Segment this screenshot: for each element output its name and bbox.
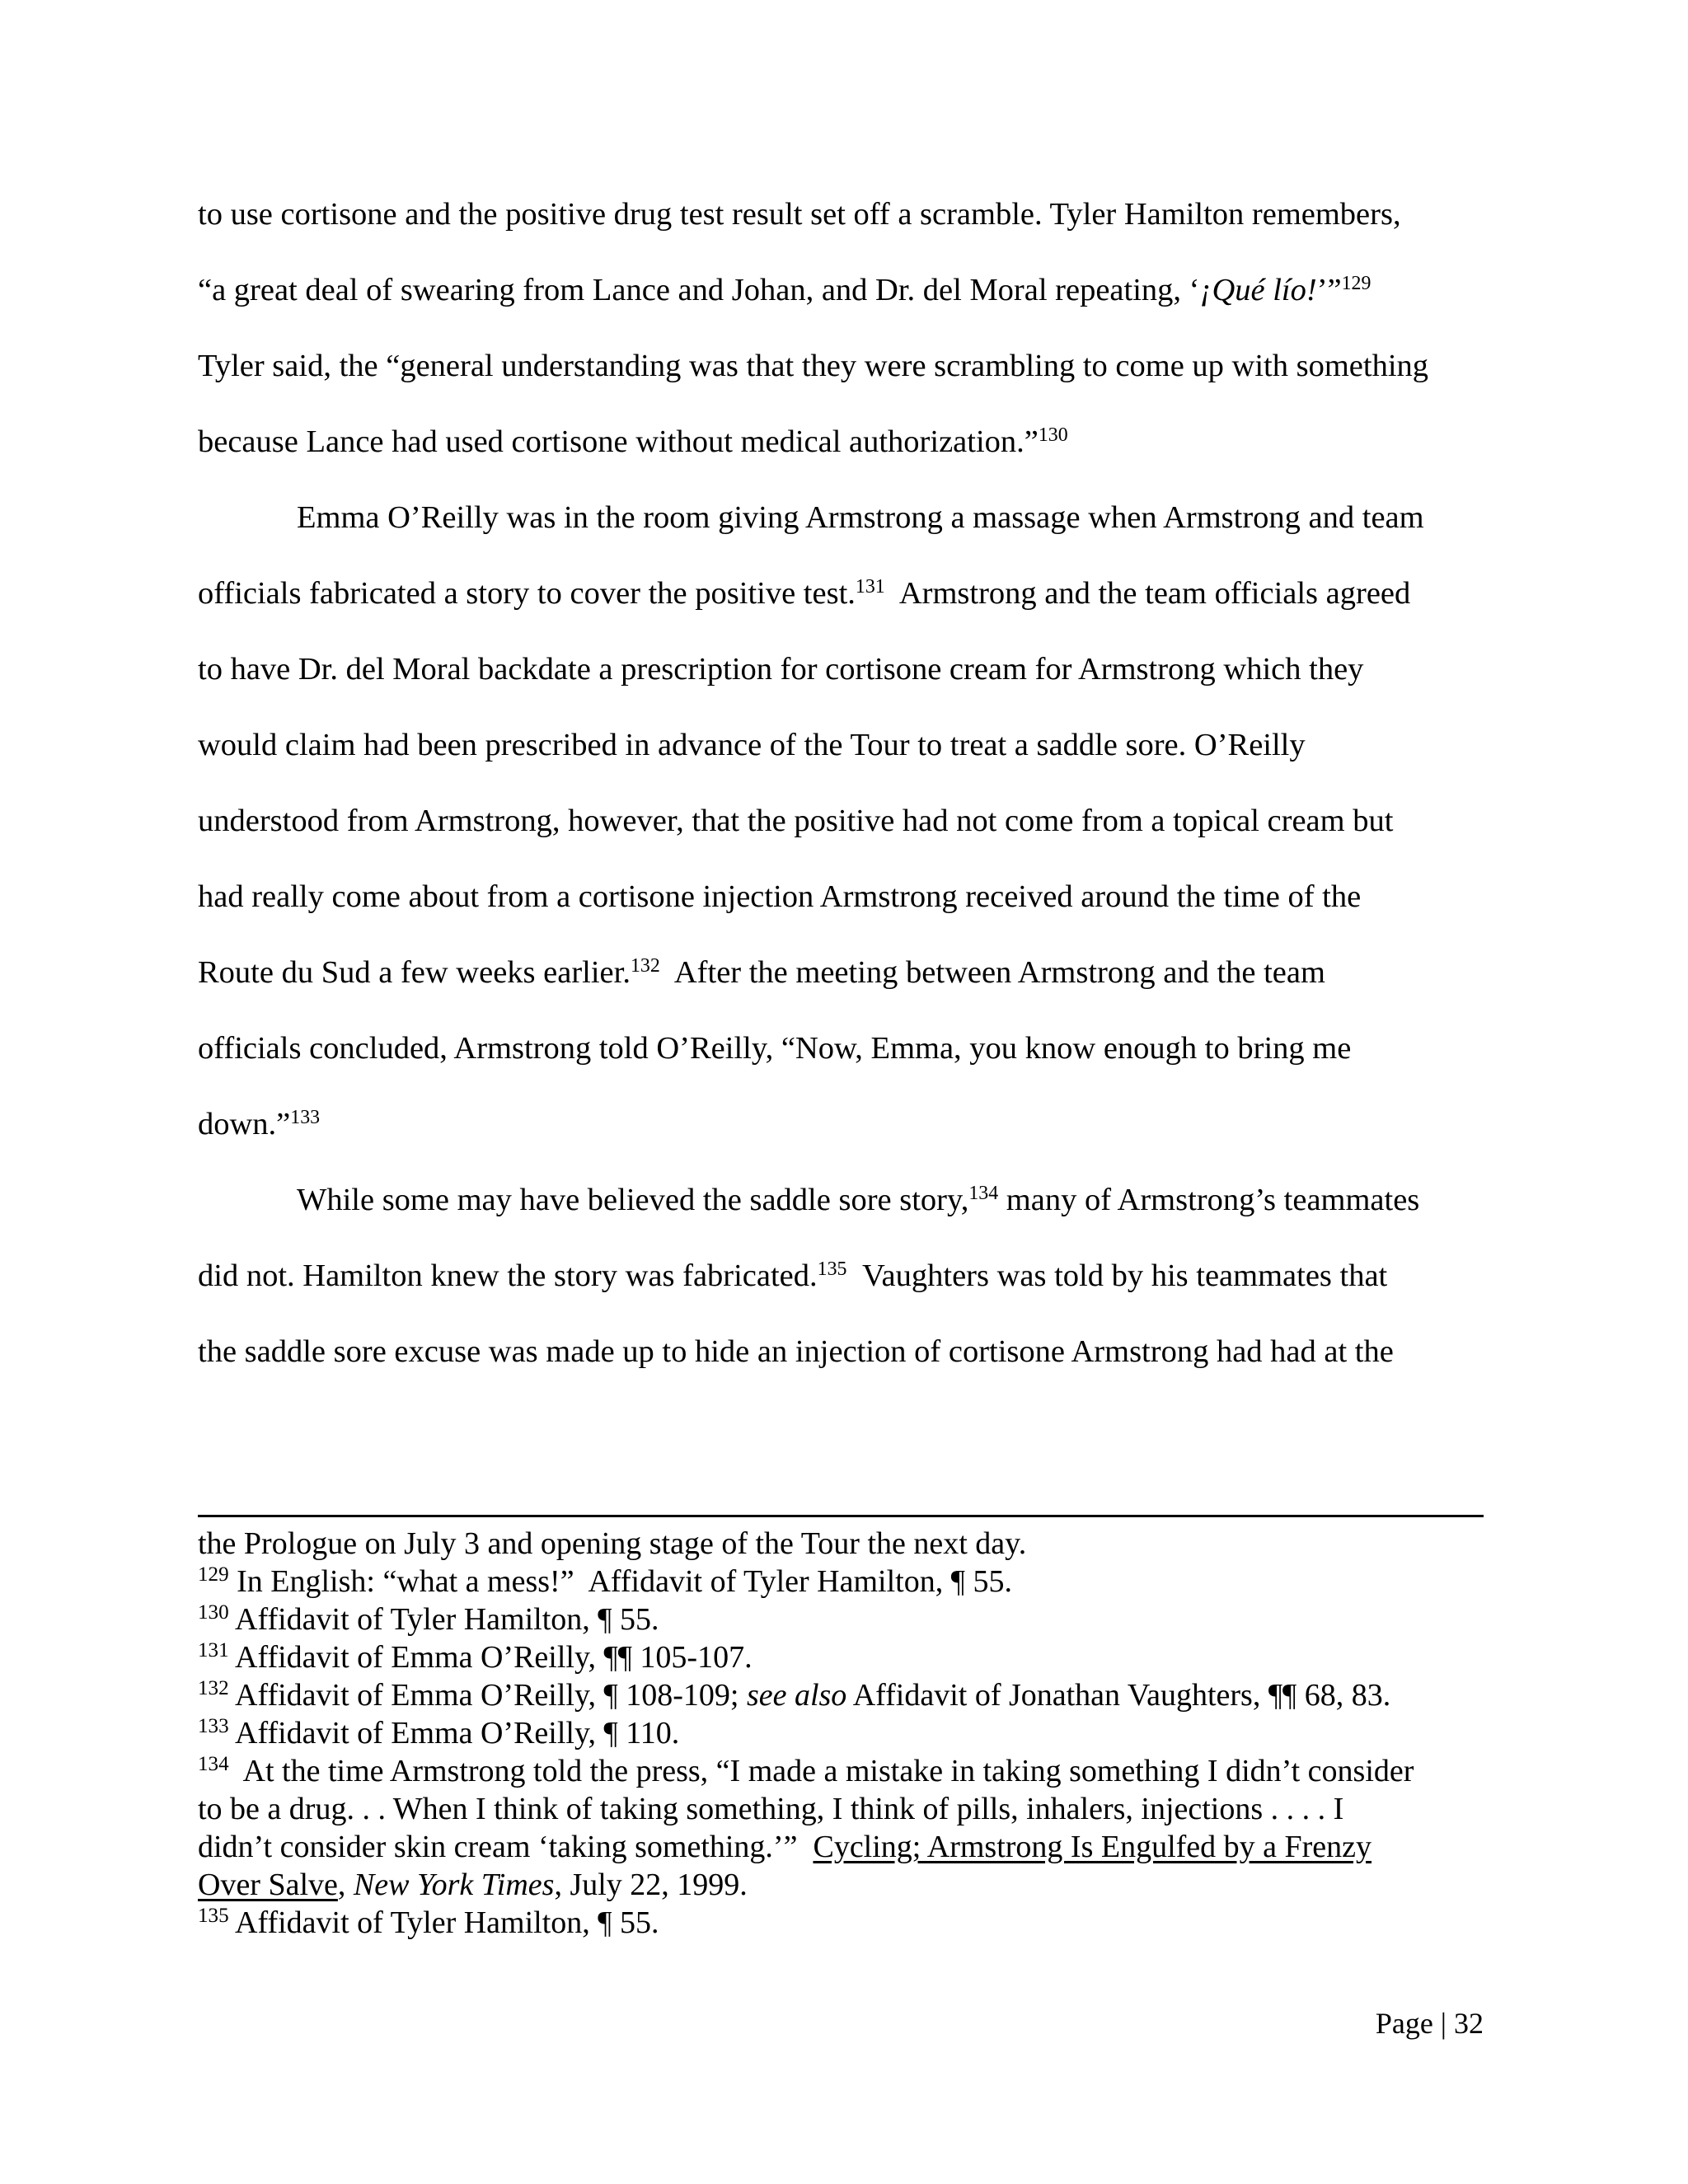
body-line	[198, 800, 1393, 841]
text-run: Affidavit of Tyler Hamilton, ¶ 55.	[228, 1602, 659, 1637]
text-run: to have Dr. del Moral backdate a prescription for cortisone cream for Armstrong which they	[198, 652, 1364, 687]
body-line	[198, 1028, 1351, 1069]
text-run: , July 22, 1999.	[554, 1868, 748, 1902]
footnote-ref-132: 132	[630, 954, 660, 977]
text-run: Affidavit of Emma O’Reilly, ¶ 108-109;	[228, 1678, 747, 1713]
footnote-131	[198, 1638, 753, 1676]
body-line	[198, 573, 1410, 614]
text-run: officials concluded, Armstrong told O’Reilly, “Now, Emma, you know enough to bring me	[198, 1031, 1352, 1066]
footnote-130	[198, 1601, 659, 1638]
text-run: Vaughters was told by his teammates that	[846, 1258, 1388, 1293]
text-run: officials fabricated a story to cover the positive test.	[198, 576, 856, 611]
text-run: Affidavit of Emma O’Reilly, ¶ 110.	[228, 1716, 680, 1750]
body-line	[198, 952, 1325, 993]
footnote-number: 130	[198, 1601, 229, 1624]
body-line	[198, 1255, 1387, 1296]
body-line	[198, 876, 1361, 917]
text-run: “a great deal of swearing from Lance and Johan, and Dr. del Moral repeating, ‘	[198, 273, 1200, 307]
text-run: Affidavit of Jonathan Vaughters, ¶¶ 68, 83.	[846, 1678, 1391, 1713]
publication-name: New York Times	[353, 1868, 555, 1902]
text-run: didn’t consider skin cream ‘taking something.’”	[198, 1830, 814, 1864]
text-run: understood from Armstrong, however, that the positive had not come from a topical cream but	[198, 804, 1394, 838]
footnote-134-cont	[198, 1866, 748, 1904]
text-run: Armstrong and the team officials agreed	[884, 576, 1411, 611]
text-run: ’”	[1316, 273, 1342, 307]
footnote-ref-134: 134	[968, 1182, 999, 1204]
text-run: the saddle sore excuse was made up to hide an injection of cortisone Armstrong had had at the	[198, 1334, 1394, 1369]
text-run: to be a drug. . . When I think of taking something, I think of pills, inhalers, injections . . . . I	[198, 1792, 1344, 1826]
footnote-135	[198, 1904, 659, 1942]
body-line	[198, 1179, 1419, 1221]
footnote-number: 134	[198, 1753, 229, 1776]
footnote-ref-130: 130	[1038, 424, 1068, 446]
footnote-number: 133	[198, 1715, 229, 1738]
text-run: Affidavit of Emma O’Reilly, ¶¶ 105-107.	[228, 1640, 753, 1675]
article-title: Cycling; Armstrong Is Engulfed by a Frenzy	[813, 1830, 1372, 1864]
footnote-ref-133: 133	[290, 1106, 321, 1128]
text-run: Affidavit of Tyler Hamilton, ¶ 55.	[228, 1905, 659, 1940]
text-run: At the time Armstrong told the press, “I made a mistake in taking something I didn’t consider	[228, 1754, 1414, 1788]
footnote-133	[198, 1714, 679, 1752]
text-run: would claim had been prescribed in advance of the Tour to treat a saddle sore. O’Reilly	[198, 728, 1306, 762]
article-title: Over Salve	[198, 1868, 338, 1902]
footnote-ref-129: 129	[1341, 272, 1372, 294]
text-run: see also	[746, 1678, 847, 1713]
footnote-134	[198, 1752, 1414, 1790]
text-run: Tyler said, the “general understanding was that they were scrambling to come up with something	[198, 349, 1429, 383]
text-run: had really come about from a cortisone injection Armstrong received around the time of the	[198, 879, 1362, 914]
text-run: After the meeting between Armstrong and the team	[659, 955, 1325, 990]
footnote-129	[198, 1563, 1012, 1601]
text-run: because Lance had used cortisone without medical authorization.”	[198, 424, 1039, 459]
footnote-ref-131: 131	[855, 575, 885, 598]
text-run: the Prologue on July 3 and opening stage of the Tour the next day.	[198, 1526, 1027, 1561]
footnote-number: 129	[198, 1563, 229, 1586]
text-run: Emma O’Reilly was in the room giving Armstrong a massage when Armstrong and team	[297, 500, 1424, 535]
page-number: Page | 32	[1375, 2007, 1484, 2040]
text-run: many of Armstrong’s teammates	[998, 1183, 1420, 1217]
footnote-134-cont	[198, 1790, 1343, 1828]
body-line	[198, 345, 1428, 387]
footnote-134-cont	[198, 1828, 1372, 1866]
spanish-quote: ¡Qué lío!	[1199, 273, 1317, 307]
body-line	[198, 1331, 1394, 1372]
text-run: to use cortisone and the positive drug test result set off a scramble. Tyler Hamilton remembers,	[198, 197, 1401, 232]
footnote-number: 131	[198, 1639, 229, 1662]
body-line	[198, 649, 1363, 690]
text-run: Route du Sud a few weeks earlier.	[198, 955, 631, 990]
footnote-ref-135: 135	[817, 1258, 847, 1280]
footnote-separator	[198, 1515, 1484, 1517]
footnote-number: 135	[198, 1905, 229, 1928]
body-line	[198, 194, 1401, 235]
footnote-continuation	[198, 1525, 1026, 1563]
text-run: did not. Hamilton knew the story was fabricated.	[198, 1258, 818, 1293]
footnote-number: 132	[198, 1677, 229, 1700]
text-run: ,	[337, 1868, 354, 1902]
text-run: down.”	[198, 1107, 291, 1141]
text-run: In English: “what a mess!” Affidavit of Tyler Hamilton, ¶ 55.	[228, 1564, 1012, 1599]
text-run: While some may have believed the saddle sore story,	[297, 1183, 969, 1217]
body-line	[198, 269, 1371, 311]
body-line	[198, 497, 1424, 538]
body-line	[198, 724, 1306, 766]
body-line	[198, 1104, 320, 1145]
body-line	[198, 421, 1068, 462]
footnote-132	[198, 1676, 1390, 1714]
